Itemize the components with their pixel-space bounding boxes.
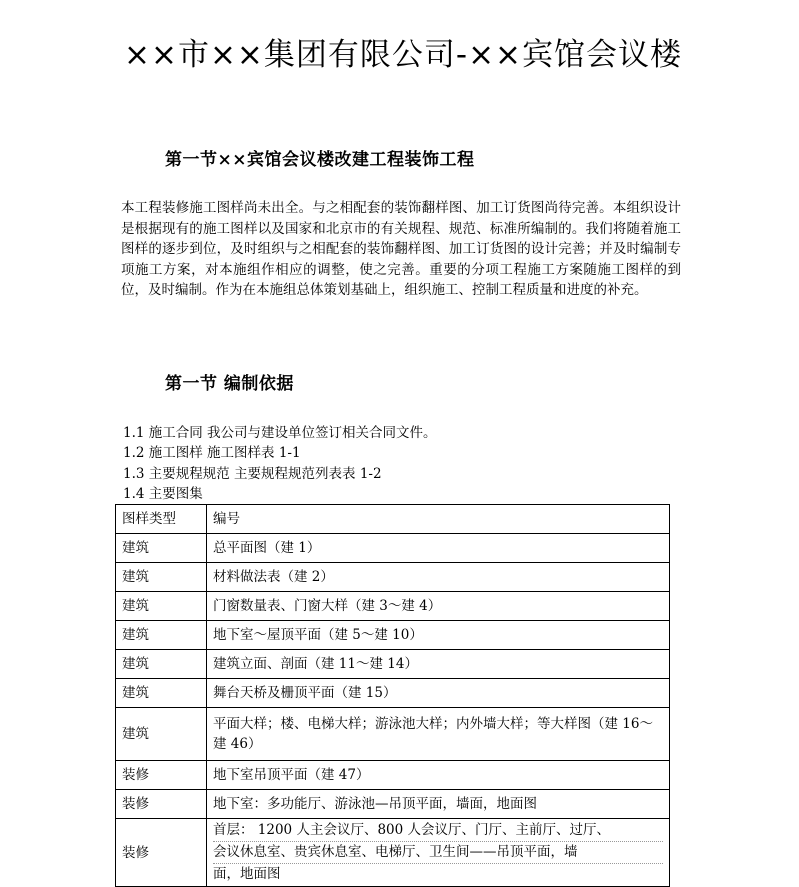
table-row <box>116 790 670 819</box>
table-row <box>116 679 670 708</box>
table-row <box>116 534 670 563</box>
content-line: 会议休息室、贵宾休息室、电梯厅、卫生间——吊顶平面，墙 <box>213 842 663 864</box>
section-heading-decoration: 第一节××宾馆会议楼改建工程装饰工程 <box>165 150 475 170</box>
cell-content: 材料做法表（建 2） <box>207 563 670 592</box>
cell-content: 门窗数量表、门窗大样（建 3～建 4） <box>207 592 670 621</box>
list-item: 1.3 主要规程规范 主要规程规范列表表 1-2 <box>123 465 382 482</box>
table-row <box>116 621 670 650</box>
drawings-table <box>115 504 670 887</box>
document-title: ××市××集团有限公司-××宾馆会议楼 <box>124 37 683 73</box>
cell-type: 建筑 <box>116 679 207 708</box>
cell-content: 平面大样；楼、电梯大样；游泳池大样；内外墙大样；等大样图（建 16～建 46） <box>207 708 670 761</box>
header-cell-type: 图样类型 <box>116 505 207 534</box>
table-row <box>116 592 670 621</box>
cell-content: 舞台天桥及栅顶平面（建 15） <box>207 679 670 708</box>
basis-list <box>123 423 683 504</box>
cell-type: 建筑 <box>116 650 207 679</box>
section-heading-basis: 第一节 编制依据 <box>165 374 294 394</box>
header-cell-number: 编号 <box>207 505 670 534</box>
cell-type: 装修 <box>116 819 207 887</box>
cell-type: 装修 <box>116 761 207 790</box>
intro-paragraph: 本工程装修施工图样尚未出全。与之相配套的装饰翻样图、加工订货图尚待完善。本组织设计是根据现有的施工图样以及国家和北京市的有关规程、规范、标准所编制的。我们将随着施工图样的逐步到位，及时组织与之相配套的装饰翻样图、加工订货图的设计完善；并及时编制专项施工方案，对本施组作相应的调整，使之完善。重要的分项工程施工方案随施工图样的到位，及时编制。作为在本施组总体策划基础上，组织施工、控制工程质量和进度的补充。 <box>121 200 681 299</box>
cell-content: 地下室吊顶平面（建 47） <box>207 761 670 790</box>
cell-content-multiline <box>207 819 670 887</box>
content-line: 首层： 1200 人主会议厅、800 人会议厅、门厅、主前厅、过厅、 <box>213 820 663 842</box>
cell-type: 建筑 <box>116 534 207 563</box>
table-row <box>116 819 670 887</box>
cell-content: 地下室：多功能厅、游泳池—吊顶平面，墙面，地面图 <box>207 790 670 819</box>
list-item: 1.1 施工合同 我公司与建设单位签订相关合同文件。 <box>123 425 437 441</box>
table-row <box>116 761 670 790</box>
table-header-row <box>116 505 670 534</box>
table-row <box>116 708 670 761</box>
table-row <box>116 563 670 592</box>
content-line: 面，地面图 <box>213 866 281 882</box>
list-item: 1.4 主要图集 <box>123 485 203 502</box>
list-item: 1.2 施工图样 施工图样表 1-1 <box>123 445 301 462</box>
cell-type: 建筑 <box>116 592 207 621</box>
cell-type: 建筑 <box>116 563 207 592</box>
cell-content: 建筑立面、剖面（建 11～建 14） <box>207 650 670 679</box>
table-row <box>116 650 670 679</box>
cell-type: 装修 <box>116 790 207 819</box>
cell-content: 地下室～屋顶平面（建 5～建 10） <box>207 621 670 650</box>
cell-type: 建筑 <box>116 621 207 650</box>
cell-type: 建筑 <box>116 708 207 761</box>
cell-content: 总平面图（建 1） <box>207 534 670 563</box>
